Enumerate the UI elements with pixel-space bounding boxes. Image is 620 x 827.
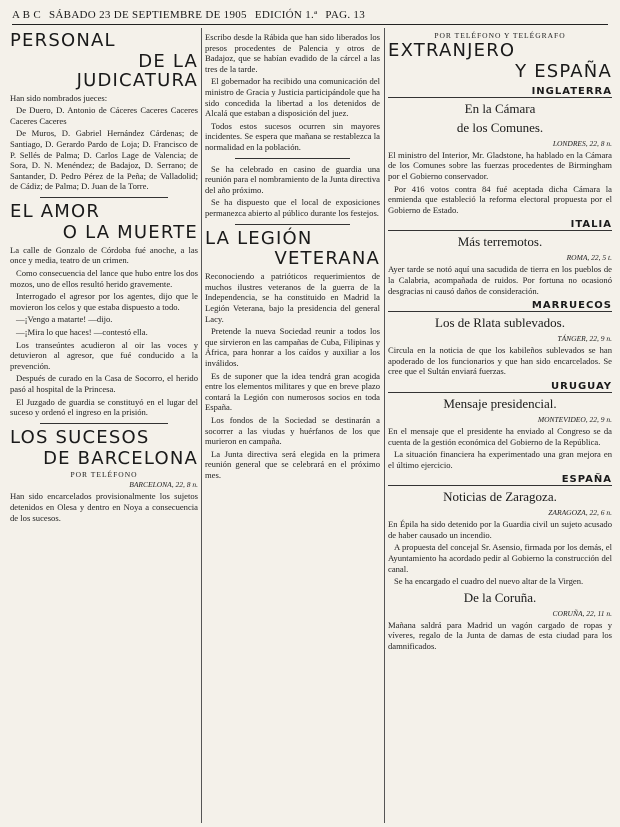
headline-los-sucesos: LOS SUCESOS	[10, 426, 150, 448]
section-italia: ITALIA	[388, 219, 612, 231]
article-paragraph: La calle de Gonzalo de Córdoba fué anoche, a las once y media, teatro de un crimen.	[10, 244, 198, 266]
article-paragraph: Mañana saldrá para Madrid un vagón cargado de ropas y víveres, regalo de la Junta de damas de esta ciudad para los damnificados.	[388, 619, 612, 652]
dateline: BARCELONA, 22, 8 n.	[129, 480, 198, 490]
article-paragraph: El Juzgado de guardia se constituyó en el lugar del suceso y ordenó el ingreso en la prisión.	[10, 396, 198, 418]
headline-veterana: VETERANA	[274, 248, 380, 270]
dateline: CORUÑA, 22, 11 n.	[552, 608, 612, 618]
section-espana: ESPAÑA	[388, 474, 612, 486]
article-paragraph: Han sido encarcelados provisionalmente los sujetos detenidos en Olesa y dentro en Noya a consecuencia de los sucesos.	[10, 491, 198, 523]
article-paragraph: Pretende la nueva Sociedad reunir a todos los que sirvieron en las campañas de Cuba, Filipinas y África, para honrar a los caídos y auxiliar a los inválidos.	[205, 326, 380, 369]
subheadline: En la Cámara	[464, 100, 536, 116]
article-paragraph: Los fondos de la Sociedad se destinarán a socorrer a las viudas y huérfanos de los que murieron en campaña.	[205, 415, 380, 447]
article-amor	[10, 203, 198, 418]
article-paragraph: A propuesta del concejal Sr. Asensio, firmada por los demás, el Ayuntamiento ha acordado pedir al Gobierno la construcción del canal.	[388, 542, 612, 574]
divider	[40, 423, 168, 424]
article-paragraph: Reconociendo a patrióticos requerimientos de muchos ilustres veteranos de la guerra de la Independencia, se ha constituido en Madrid la Legión Veterana, bajo la presidencia del general Lacy.	[205, 271, 380, 324]
section-uruguay: URUGUAY	[388, 381, 612, 393]
headline-y-espana: Y ESPAÑA	[515, 60, 612, 82]
article-paragraph: En Épila ha sido detenido por la Guardia civil un sujeto acusado de haber causado un incendio.	[388, 519, 612, 540]
article-paragraph: De Duero, D. Antonio de Cáceres Caceres Caceres Caceres Caceres	[10, 105, 198, 126]
headline-judicatura: DE LA JUDICATURA	[76, 50, 198, 91]
article-paragraph: —¡Vengo a matarte! —dijo.	[16, 314, 113, 325]
dateline: TÁNGER, 22, 9 n.	[557, 334, 612, 344]
article-paragraph: Han sido nombrados jueces:	[10, 92, 108, 103]
section-marruecos: MARRUECOS	[388, 300, 612, 312]
section-inglaterra: INGLATERRA	[388, 86, 612, 98]
headline-la-legion: LA LEGIÓN	[205, 227, 313, 249]
article-paragraph: El gobernador ha recibido una comunicación del ministro de Gracia y Justicia participándole que ha sido concedida la libertad a los detenidos de Alcalá que estaban a disposición del juez.	[205, 76, 380, 119]
header-edition: EDICIÓN 1.ª	[254, 9, 318, 21]
dateline: ZARAGOZA, 22, 6 n.	[548, 508, 612, 518]
headline-extranjero: EXTRANJERO	[388, 40, 516, 61]
article-paragraph: El ministro del Interior, Mr. Gladstone, ha hablado en la Cámara de los Comunes sobre las fuerzas procedentes de Birmingham por el Gobierno conservador.	[388, 149, 612, 181]
header-date: SÁBADO 23 DE SEPTIEMBRE DE 1905	[49, 9, 247, 21]
article-paragraph: Escribo desde la Rábida que han sido liberados los presos procedentes de Palencia y otros de Badajoz, que se habían evadido de la cárcel a las tres de la tarde.	[205, 32, 380, 74]
article-paragraph: Después de curado en la Casa de Socorro, el herido pasó al hospital de la Princesa.	[10, 373, 198, 394]
subheadline: Noticias de Zaragoza.	[443, 489, 557, 505]
column-1	[10, 30, 198, 822]
header-page-code: A B C	[12, 9, 42, 21]
subheadline: de los Comunes.	[456, 119, 544, 135]
article-paragraph: Todos estos sucesos ocurren sin mayores incidentes. Se espera que mañana se restablezca la normalidad en la población.	[205, 120, 380, 152]
article-legion	[205, 227, 380, 481]
article-paragraph: La Junta directiva será elegida en la primera reunión general que se celebrará en el próximo mes.	[205, 448, 380, 480]
article-paragraph: Como consecuencia del lance que hubo entre los dos mozos, uno de ellos resultó herido gravemente.	[10, 267, 198, 289]
article-sucesos	[10, 426, 198, 524]
byline: POR TELÉFONO	[70, 470, 138, 480]
dateline: ROMA, 22, 5 t.	[566, 253, 612, 263]
dateline: LONDRES, 22, 8 n.	[552, 138, 612, 148]
column-divider	[384, 28, 385, 823]
article-paragraph: Se ha encargado el cuadro del nuevo altar de la Virgen.	[394, 576, 584, 587]
header-page-number: PAG. 13	[325, 9, 366, 21]
article-paragraph: Es de suponer que la idea tendrá gran acogida entre los elementos militares y que en breve plazo contará la Legión con numerosos socios en toda España.	[205, 370, 380, 413]
headline-personal: PERSONAL	[10, 30, 116, 51]
article-paragraph: De Muros, D. Gabriel Hernández Cárdenas; de Santiago, D. Gerardo Pardo de Loja; D. Francisco de P. Sellés de Palma; D. Carlos Lage de Valencia; de Sora, D. N. Menéndez; de Badajoz, D. Serrano; de Santander, D. Pedro Pérez de la Peña; de Valladolid; de Cádiz; de Palma; D. Juan de la Torre.	[10, 128, 198, 192]
article-paragraph: Por 416 votos contra 84 fué aceptada dicha Cámara la enmienda que estableció la reforma electoral propuesta por el Gobierno de Estado.	[388, 183, 612, 215]
column-2	[205, 30, 380, 822]
subheadline: Más terremotos.	[457, 234, 543, 250]
divider	[235, 224, 350, 225]
subheadline: Mensaje presidencial.	[443, 395, 557, 411]
headline-barcelona: DE BARCELONA	[43, 447, 198, 469]
subheadline: De la Coruña.	[463, 589, 537, 605]
subheadline: Los de Rlata sublevados.	[435, 315, 565, 331]
article-paragraph: Interrogado el agresor por los agentes, dijo que le movieron los celos y que estaba dispuesto a todo.	[10, 291, 198, 312]
dateline: MONTEVIDEO, 22, 9 n.	[537, 414, 612, 424]
article-paragraph: Se ha celebrado en casino de guardia una reunión para el nombramiento de la Junta directiva del año próximo.	[205, 163, 380, 195]
article-paragraph: Los transeúntes acudieron al oir las voces y detuvieron al agresor, que fué conducido a la prevención.	[10, 339, 198, 371]
article-paragraph: Circula en la noticia de que los kabileños sublevados se han apoderado de los funcionarios y que han sido encarcelados. Se cree que el Sultán enviará fuerzas.	[388, 345, 612, 377]
article-paragraph: En el mensaje que el presidente ha enviado al Congreso se da cuenta de la gestión económica del Gobierno de la República.	[388, 425, 612, 447]
article-paragraph: Se ha dispuesto que el local de exposiciones permanezca abierto al público durante los festejos.	[205, 197, 380, 218]
article-paragraph: Ayer tarde se notó aquí una sacudida de tierra en los pueblos de la Calabria, acompañada de ruidos. Por fortuna no ocasionó desgracias ni causó daños de consideración.	[388, 264, 612, 296]
column-3	[388, 30, 612, 822]
divider	[40, 197, 168, 198]
article-paragraph: La situación financiera ha experimentado una gran mejora en el último ejercicio.	[388, 449, 612, 470]
article-personal	[10, 32, 198, 192]
page-header	[12, 6, 608, 25]
byline: POR TELÉFONO Y TELÉGRAFO	[434, 31, 566, 40]
headline-la-muerte: O LA MUERTE	[62, 221, 198, 243]
column-divider	[201, 28, 202, 823]
divider	[235, 158, 350, 159]
headline-el-amor: EL AMOR	[10, 201, 101, 223]
article-paragraph: —¡Mira lo que haces! —contestó ella.	[16, 326, 148, 337]
